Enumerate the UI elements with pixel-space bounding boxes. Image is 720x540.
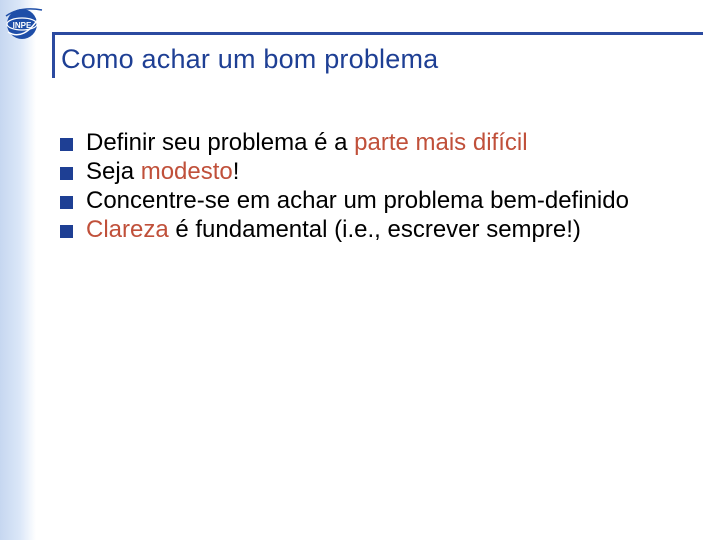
square-bullet-icon [60,225,73,238]
bullet-text: ! [232,158,240,185]
bullet-item-3 [60,186,666,215]
square-bullet-icon [60,167,73,180]
bullet-highlight: parte mais difícil [354,129,528,156]
bullet-item-1 [60,128,700,157]
bullet-text: Seja [86,158,141,185]
logo-text: INPE [12,21,32,30]
bullet-item-4 [60,215,700,244]
bullet-list [60,128,700,244]
bullet-text: Definir seu problema é a [86,129,355,156]
bullet-item-2 [60,157,700,186]
inpe-logo [2,2,54,54]
bullet-highlight: Clareza [86,216,169,243]
slide-title: Como achar um bom problema [61,44,439,74]
square-bullet-icon [60,138,73,151]
title-rule-vertical [52,32,55,78]
bullet-highlight: modesto [140,158,233,185]
bullet-text: Concentre-se em achar um problema bem-definido [86,187,629,214]
title-rule-horizontal [52,32,703,35]
bullet-text: é fundamental (i.e., escrever sempre!) [168,216,581,243]
square-bullet-icon [60,196,73,209]
left-decorative-band [0,0,36,540]
